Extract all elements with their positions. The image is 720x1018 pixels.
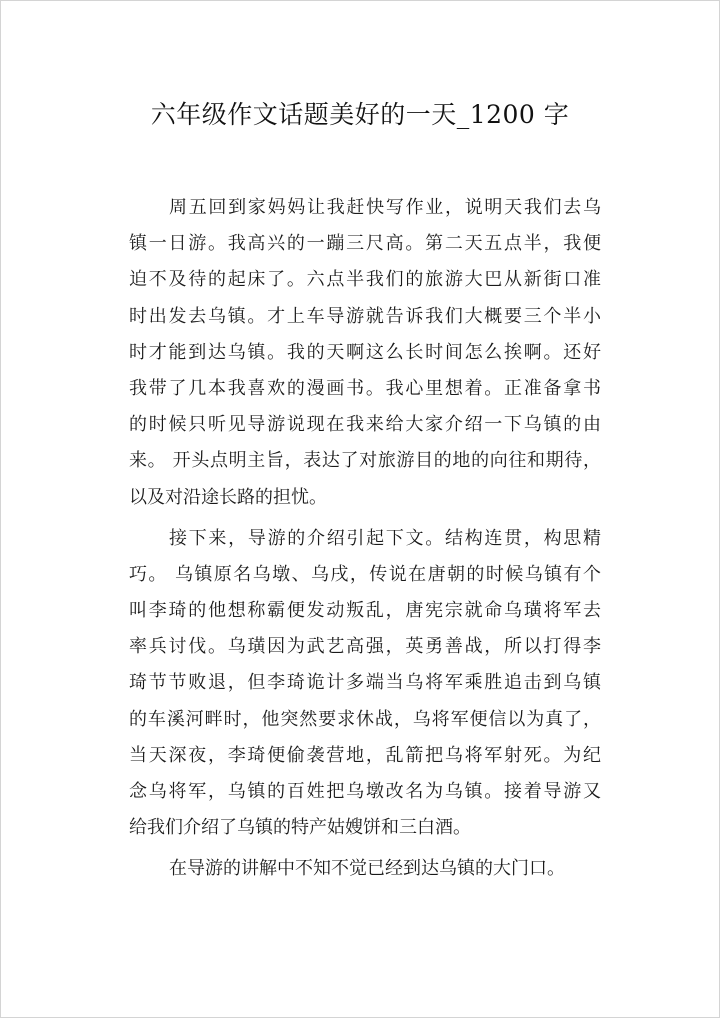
text-line: 率兵讨伐。乌璜因为武艺高强，英勇善战，所以打得李 — [129, 636, 601, 658]
text-line: 迫不及待的起床了。六点半我们的旅游大巴从新街口准 — [129, 269, 601, 291]
text-line: 镇一日游。我高兴的一蹦三尺高。第二天五点半，我便 — [129, 233, 601, 255]
text-line: 给我们介绍了乌镇的特产姑嫂饼和三白酒。 — [129, 817, 471, 839]
document-title: 六年级作文话题美好的一天_1200 字 — [150, 100, 570, 129]
text-line: 接下来，导游的介绍引起下文。结构连贯，构思精 — [169, 527, 601, 549]
text-line: 我带了几本我喜欢的漫画书。我心里想着。正准备拿书 — [129, 377, 601, 399]
text-line: 的时候只听见导游说现在我来给大家介绍一下乌镇的由 — [129, 414, 601, 436]
text-line: 周五回到家妈妈让我赶快写作业，说明天我们去乌 — [169, 197, 601, 218]
text-line: 时出发去乌镇。才上车导游就告诉我们大概要三个半小 — [129, 305, 601, 327]
text-line: 时才能到达乌镇。我的天啊这么长时间怎么挨啊。还好 — [129, 341, 601, 363]
paragraph — [129, 190, 601, 516]
text-line: 在导游的讲解中不知不觉已经到达乌镇的大门口。 — [169, 858, 565, 880]
paragraph — [129, 851, 601, 887]
document-body — [129, 190, 601, 888]
paragraph — [129, 521, 601, 847]
text-line: 琦节节败退，但李琦诡计多端当乌将军乘胜追击到乌镇 — [129, 672, 601, 694]
text-line: 当天深夜，李琦便偷袭营地，乱箭把乌将军射死。为纪 — [129, 744, 601, 766]
text-line: 来。 开头点明主旨，表达了对旅游目的地的向往和期待， — [129, 450, 601, 472]
text-line: 念乌将军，乌镇的百姓把乌墩改名为乌镇。接着导游又 — [129, 781, 601, 802]
text-line: 的车溪河畔时，他突然要求休战，乌将军便信以为真了， — [129, 708, 601, 730]
text-line: 叫李琦的他想称霸便发动叛乱，唐宪宗就命乌璜将军去 — [129, 600, 601, 622]
text-line: 巧。 乌镇原名乌墩、乌戌，传说在唐朝的时候乌镇有个 — [129, 563, 601, 585]
text-line: 以及对沿途长路的担忧。 — [129, 486, 327, 508]
